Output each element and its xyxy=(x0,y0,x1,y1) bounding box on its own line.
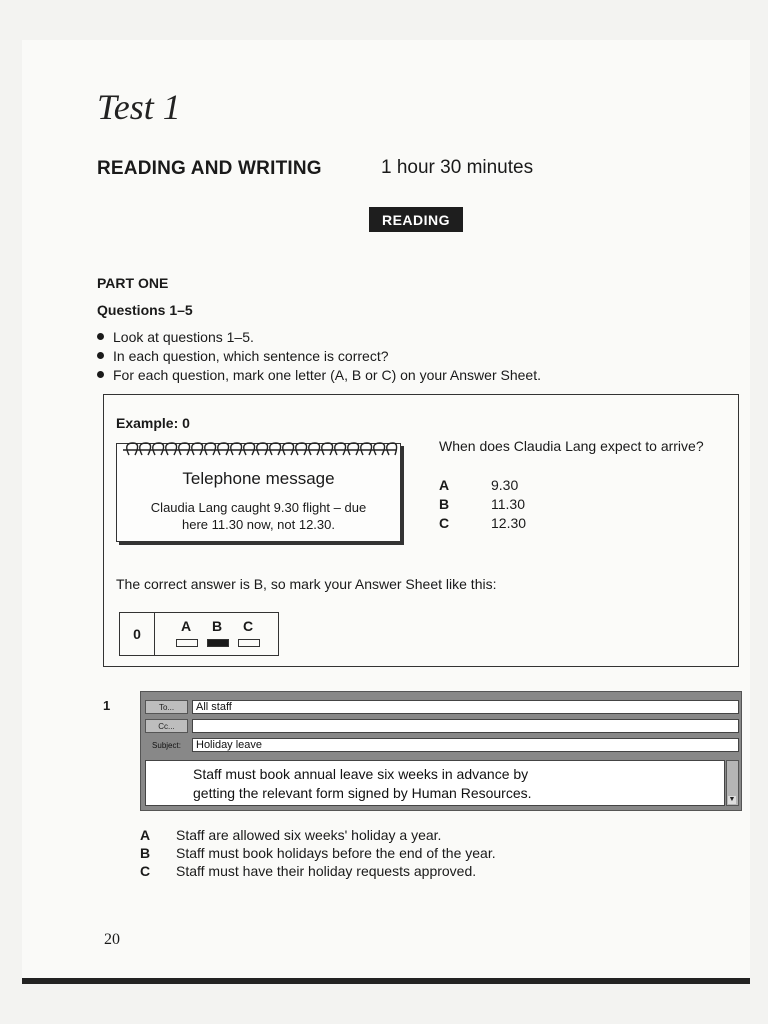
option-row xyxy=(439,475,526,494)
to-button[interactable]: To... xyxy=(145,700,188,714)
example-box xyxy=(103,394,739,667)
option-text: 12.30 xyxy=(491,514,527,531)
option-row xyxy=(140,844,496,862)
email-subject-row xyxy=(145,738,739,752)
section-heading: READING AND WRITING xyxy=(97,158,322,179)
duration-label: 1 hour 30 minutes xyxy=(381,157,534,178)
memo-text xyxy=(117,499,400,533)
answer-mark-box-filled xyxy=(207,639,229,647)
example-label: Example: 0 xyxy=(116,415,190,431)
cc-field[interactable] xyxy=(192,719,739,733)
option-text: Staff must have their holiday requests approved. xyxy=(176,863,477,879)
option-letter: A xyxy=(140,827,151,843)
instruction-item xyxy=(97,346,541,365)
option-text: 9.30 xyxy=(491,476,519,493)
option-text: Staff are allowed six weeks' holiday a year. xyxy=(176,827,442,843)
email-body-line: Staff must book annual leave six weeks in advance by xyxy=(193,766,529,782)
email-body-text xyxy=(193,765,532,803)
scroll-down-arrow-icon[interactable]: ▼ xyxy=(728,796,736,803)
email-to-row xyxy=(145,700,739,714)
page-bottom-edge xyxy=(22,978,750,984)
option-row xyxy=(439,513,526,532)
option-letter: B xyxy=(140,845,151,861)
subject-field[interactable]: Holiday leave xyxy=(192,738,739,752)
instruction-item xyxy=(97,327,541,346)
email-window xyxy=(140,691,742,811)
instruction-list xyxy=(97,327,541,384)
part-title: PART ONE xyxy=(97,275,169,291)
cc-button[interactable]: Cc... xyxy=(145,719,188,733)
answer-column-label: B xyxy=(211,618,223,634)
example-question: When does Claudia Lang expect to arrive? xyxy=(439,438,704,454)
instruction-text: Look at questions 1–5. xyxy=(113,328,254,345)
option-letter: A xyxy=(439,476,450,493)
option-letter: B xyxy=(439,495,450,512)
instruction-text: In each question, which sentence is correct? xyxy=(113,347,389,364)
answer-mark-box xyxy=(238,639,260,647)
email-cc-row xyxy=(145,719,739,733)
bullet-icon xyxy=(97,352,104,359)
email-body[interactable] xyxy=(145,760,725,806)
spiral-binding-icon xyxy=(121,439,398,461)
answer-instruction: The correct answer is B, so mark your Answer Sheet like this: xyxy=(116,576,497,592)
option-text: 11.30 xyxy=(491,495,525,512)
bullet-icon xyxy=(97,333,104,340)
option-letter: C xyxy=(439,514,450,531)
answer-sheet-sample xyxy=(119,612,279,656)
bullet-icon xyxy=(97,371,104,378)
answer-column-label: C xyxy=(242,618,254,634)
test-title: Test 1 xyxy=(97,87,181,127)
instruction-text: For each question, mark one letter (A, B or C) on your Answer Sheet. xyxy=(113,366,541,383)
telephone-memo xyxy=(116,443,401,542)
reading-badge: READING xyxy=(369,207,463,232)
memo-line: here 11.30 now, not 12.30. xyxy=(182,517,335,532)
memo-line: Claudia Lang caught 9.30 flight – due xyxy=(150,500,367,515)
option-row xyxy=(439,494,526,513)
subject-label: Subject: xyxy=(152,740,181,750)
to-field[interactable]: All staff xyxy=(192,700,739,714)
example-options xyxy=(439,475,526,532)
option-text: Staff must book holidays before the end of the year. xyxy=(176,845,496,861)
question1-options xyxy=(140,826,496,880)
answer-mark-box xyxy=(176,639,198,647)
questions-label: Questions 1–5 xyxy=(97,302,193,318)
email-body-line: getting the relevant form signed by Human Resources. xyxy=(193,785,532,801)
answer-column-label: A xyxy=(180,618,192,634)
page-number: 20 xyxy=(104,931,120,948)
option-row xyxy=(140,862,496,880)
memo-heading: Telephone message xyxy=(182,469,335,488)
instruction-item xyxy=(97,365,541,384)
question-number: 1 xyxy=(103,698,111,713)
answer-sheet-number: 0 xyxy=(120,613,155,655)
option-row xyxy=(140,826,496,844)
option-letter: C xyxy=(140,863,151,879)
email-scrollbar[interactable] xyxy=(726,760,739,806)
